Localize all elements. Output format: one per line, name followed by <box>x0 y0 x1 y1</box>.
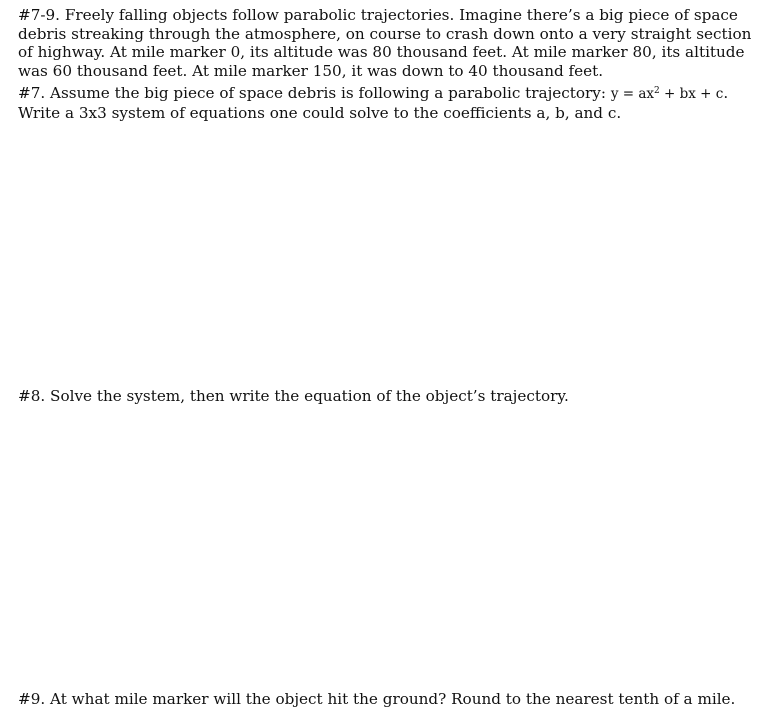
equation-rest: + bx + c <box>659 86 724 102</box>
question-9-text: #9. At what mile marker will the object hit the ground? Round to the nearest tenth of a mile. <box>18 690 736 708</box>
problem-intro-text: #7-9. Freely falling objects follow parabolic trajectories. Imagine there’s a big piece of space debris streaking through the atmosphere, on course to crash down onto a very straight section of highway. At mile marker 0, its altitude was 80 thousand feet. At mile marker 80, its altitude was 60 thousand feet. At mile marker 150, it was down to 40 thousand feet. <box>18 6 752 80</box>
question-7-suffix: . Write a 3x3 system of equations one could solve to the coefficients a, b, and c. <box>18 84 729 122</box>
question-8-text: #8. Solve the system, then write the equation of the object’s trajectory. <box>18 387 569 405</box>
parabola-equation <box>611 86 724 102</box>
equation-y-ax: y = ax <box>610 86 654 102</box>
equation-exponent: 2 <box>654 86 660 96</box>
question-7-text <box>18 84 766 122</box>
question-7-prefix: #7. Assume the big piece of space debris is following a parabolic trajectory: <box>18 84 611 102</box>
